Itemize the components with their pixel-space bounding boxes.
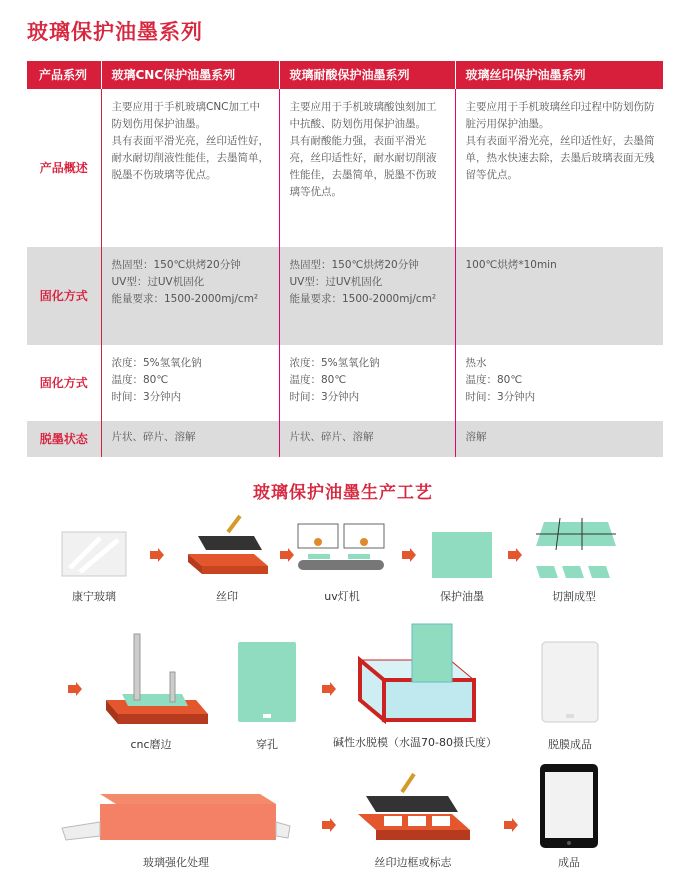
step-label: 康宁玻璃 — [72, 590, 116, 603]
step-alkaline-demolding — [333, 620, 497, 749]
row-label: 产品概述 — [27, 89, 101, 247]
row-label: 脱墨状态 — [27, 421, 101, 457]
cnc-edging-illustration — [92, 628, 210, 730]
table-row — [27, 421, 663, 457]
table-cell: 片状、碎片、溶解 — [279, 421, 455, 457]
step-silkscreen — [184, 514, 270, 603]
page-title: 玻璃保护油墨系列 — [27, 20, 203, 44]
finished-tablet-icon — [538, 762, 600, 850]
table-cell: 主要应用于手机玻璃CNC加工中防划伤用保护油墨。 具有表面平滑光亮，丝印适性好，耐水耐切削液性能佳，去墨简单，脱墨不伤玻璃等优点。 — [101, 89, 279, 247]
table-row — [27, 345, 663, 421]
drilling-illustration — [236, 640, 298, 724]
arrow-right-icon — [322, 682, 336, 696]
protective-ink-illustration — [430, 530, 494, 580]
step-label: 玻璃强化处理 — [143, 856, 209, 869]
step-finished-product — [538, 762, 600, 869]
step-cnc-edging — [92, 628, 210, 751]
strengthening-furnace-illustration — [60, 792, 292, 846]
table-header-row — [27, 61, 663, 89]
header-cell: 产品系列 — [27, 61, 101, 89]
table-cell: 片状、碎片、溶解 — [101, 421, 279, 457]
arrow-right-icon — [150, 548, 164, 562]
table-cell: 热固型：150℃烘烤20分钟 UV型：过UV机固化 能量要求：1500-2000mj/cm² — [279, 247, 455, 345]
step-protective-ink — [430, 530, 494, 603]
table-row — [27, 89, 663, 247]
arrow-right-icon — [508, 548, 522, 562]
table-cell: 浓度：5%氢氧化钠 温度：80℃ 时间：3分钟内 — [279, 345, 455, 421]
header-cell: 玻璃CNC保护油墨系列 — [101, 61, 279, 89]
row-label: 固化方式 — [27, 247, 101, 345]
step-label: 保护油墨 — [440, 590, 484, 603]
step-label: 碱性水脱模（水温70-80摄氏度） — [333, 736, 497, 749]
step-silkscreen-border — [352, 770, 474, 869]
header-cell: 玻璃耐酸保护油墨系列 — [279, 61, 455, 89]
table-row — [27, 247, 663, 345]
spec-table — [27, 61, 663, 457]
step-glass-strengthening — [60, 792, 292, 869]
step-corning-glass — [60, 528, 128, 603]
step-label: 脱膜成品 — [548, 738, 592, 751]
step-drilling — [236, 640, 298, 751]
step-label: 丝印 — [216, 590, 238, 603]
arrow-right-icon — [68, 682, 82, 696]
table-cell: 浓度：5%氢氧化钠 温度：80℃ 时间：3分钟内 — [101, 345, 279, 421]
table-cell: 主要应用于手机玻璃丝印过程中防划伤防脏污用保护油墨。 具有表面平滑光亮，丝印适性好，去墨简单，热水快速去除，去墨后玻璃表面无残留等优点。 — [465, 101, 655, 181]
silkscreen-border-illustration — [352, 770, 474, 846]
process-title: 玻璃保护油墨生产工艺 — [253, 483, 433, 503]
arrow-right-icon — [322, 818, 336, 832]
silkscreen-illustration — [184, 514, 270, 580]
step-label: 切割成型 — [552, 590, 596, 603]
arrow-right-icon — [280, 548, 294, 562]
step-label: 穿孔 — [256, 738, 278, 751]
step-label: 丝印边框或标志 — [374, 856, 452, 869]
row-label: 固化方式 — [27, 345, 101, 421]
header-cell: 玻璃丝印保护油墨系列 — [455, 61, 663, 89]
table-cell: 热水 温度：80℃ 时间：3分钟内 — [465, 357, 536, 403]
step-label: uv灯机 — [324, 590, 360, 603]
arrow-right-icon — [402, 548, 416, 562]
step-label: cnc磨边 — [130, 738, 172, 751]
step-uv-lamp — [294, 522, 390, 603]
table-cell: 主要应用于手机玻璃酸蚀刻加工中抗酸、防划伤用保护油墨。 具有耐酸能力强，表面平滑光亮，丝印适性好，耐水耐切削液性能佳，去墨简单，脱墨不伤玻璃等优点。 — [279, 89, 455, 247]
step-label: 成品 — [558, 856, 580, 869]
alkaline-tank-illustration — [350, 620, 480, 726]
cutting-illustration — [532, 516, 616, 580]
glass-sheet-illustration — [60, 528, 128, 580]
step-film-removed-product — [540, 640, 600, 751]
table-cell: 100℃烘烤*10min — [455, 247, 663, 345]
film-removed-product-illustration — [540, 640, 600, 724]
table-cell: 热固型：150℃烘烤20分钟 UV型：过UV机固化 能量要求：1500-2000mj/cm² — [101, 247, 279, 345]
table-cell: 溶解 — [455, 421, 663, 457]
step-cutting — [532, 516, 616, 603]
arrow-right-icon — [504, 818, 518, 832]
uv-lamp-illustration — [294, 522, 390, 580]
